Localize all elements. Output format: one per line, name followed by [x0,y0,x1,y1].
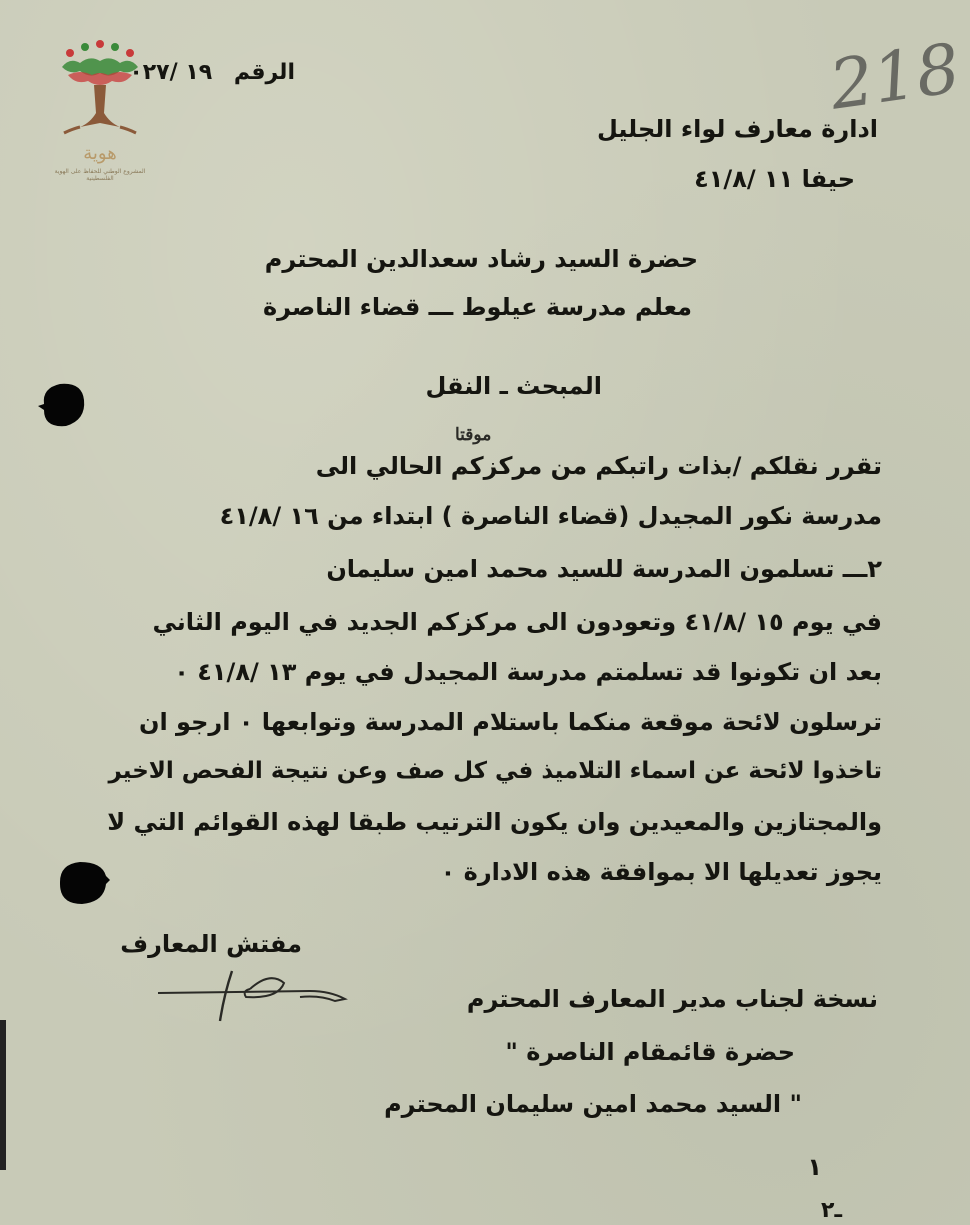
inserted-word: موقتا [455,425,492,445]
ref-label: الرقم [233,60,295,85]
ref-line [129,60,295,85]
body-line-6: ترسلون لائحة موقعة منكما باستلام المدرسة وتوابعها ٠ ارجو ان [138,708,882,736]
page-mark-2: ـ٢ [821,1198,842,1223]
body-line-9: يجوز تعديلها الا بموافقة هذه الادارة ٠ [440,858,882,886]
body-line-5: بعد ان تكونوا قد تسلمتم مدرسة المجيدل في يوم ١٣ /٤١/٨ ٠ [174,658,882,686]
addressee-position: معلم مدرسة عيلوط ـــ قضاء الناصرة [262,293,692,321]
body-line-8: والمجتازين والمعيدين وان يكون الترتيب طبقا لهذه القوائم التي لا [107,808,882,836]
handwritten-file-number: 218 [825,29,965,126]
signature-title: مفتش المعارف [120,930,302,958]
copy-line-3: " السيد محمد امين سليمان المحترم [384,1090,802,1118]
ref-number: ١٩ /٠٢٧ [129,60,213,85]
heritage-tree-logo [50,35,150,185]
copy-line-2: حضرة قائمقام الناصرة " [505,1038,795,1066]
signature-scribble [150,965,360,1025]
logo-caption: المشروع الوطني للحفاظ على الهوية الفلسطينية [54,168,146,182]
scan-edge-shadow [0,1020,6,1170]
body-line-2: مدرسة نكور المجيدل (قضاء الناصرة ) ابتداء من ١٦ /٤١/٨ [219,502,882,530]
subject-line: المبحث ـ النقل [425,372,602,400]
punch-hole-bottom [54,858,112,908]
body-line-7: تاخذوا لائحة عن اسماء التلاميذ في كل صف وعن نتيجة الفحص الاخير [108,758,882,784]
punch-hole-top [36,380,88,430]
body-line-1: تقرر نقلكم /بذات راتبكم من مركزكم الحالي الى [315,452,882,480]
page-mark-1: ١ [807,1153,822,1181]
body-line-3: ٢ـــ تسلمون المدرسة للسيد محمد امين سليمان [326,555,882,583]
place-date: حيفا ١١ /٤١/٨ [694,165,855,193]
office-name: ادارة معارف لواء الجليل [596,115,878,143]
addressee-name: حضرة السيد رشاد سعدالدين المحترم [264,245,698,273]
logo-name-text: هوية [83,143,117,164]
body-line-4: في يوم ١٥ /٤١/٨ وتعودون الى مركزكم الجديد في اليوم الثاني [152,608,882,636]
copy-line-1: نسخة لجناب مدير المعارف المحترم [466,985,878,1013]
